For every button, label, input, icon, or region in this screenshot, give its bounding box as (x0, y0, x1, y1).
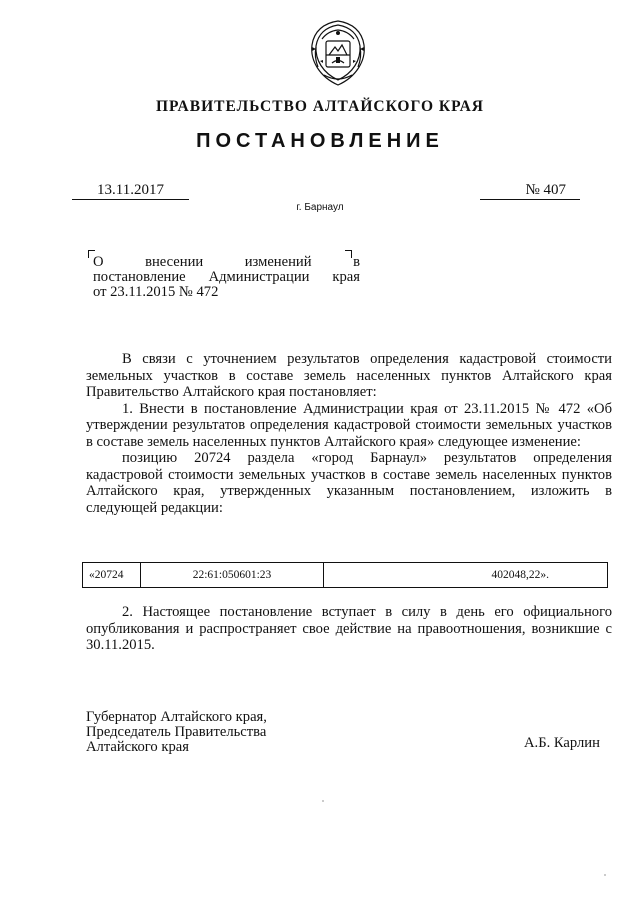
document-date: 13.11.2017 (72, 181, 189, 200)
body-paragraph: В связи с уточнением результатов определения кадастровой стоимости земельных участков в составе земель населенных пунктов Алтайского края Правительство Алтайского края постановляет: (86, 351, 612, 400)
document-body (86, 351, 612, 516)
subject-word: внесении (145, 254, 204, 270)
subject-word: постановление (93, 269, 186, 285)
document-type: ПОСТАНОВЛЕНИЕ (196, 130, 444, 152)
body-paragraph: позицию 20724 раздела «город Барнаул» результатов определения кадастровой стоимости земельных участков в составе земель населенных пунктов Алтайского края, утвержденных указанным постановлением, изложить в следующей редакции: (86, 450, 612, 516)
table-cell-cadastral-number: 22:61:050601:23 (141, 563, 324, 587)
scan-speck (322, 800, 324, 802)
body-paragraph: 1. Внести в постановление Администрации края от 23.11.2015 № 472 «Об утверждении результатов определения кадастровой стоимости земельных участков в составе земель населенных пунктов Алтайского края» следующее изменение: (86, 400, 612, 450)
document-body-continued (86, 604, 612, 654)
subject-word: края (332, 269, 360, 285)
subject-word: изменений (244, 254, 312, 270)
organization-name: ПРАВИТЕЛЬСТВО АЛТАЙСКОГО КРАЯ (156, 98, 484, 115)
signatory-name: А.Б. Карлин (524, 735, 600, 751)
coat-of-arms-emblem (302, 17, 374, 89)
document-number: № 407 (480, 181, 580, 200)
subject-line: от 23.11.2015 № 472 (93, 284, 219, 300)
table-cell-cadastral-value: 402048,22». (491, 569, 549, 581)
subject-word: О (93, 254, 104, 270)
subject-word: в (353, 254, 360, 270)
scan-speck (604, 874, 606, 876)
signatory-title (86, 710, 267, 755)
signatory-title-line: Алтайского края (86, 739, 189, 755)
table-cell-position: «20724 (83, 563, 141, 587)
body-paragraph: 2. Настоящее постановление вступает в силу в день его официального опубликования и распространяет свое действие на правоотношения, возникшие с 30.11.2015. (86, 604, 612, 653)
document-city: г. Барнаул (296, 202, 344, 213)
signatory-title-line: Губернатор Алтайского края, (86, 709, 267, 725)
signatory-title-line: Председатель Правительства (86, 724, 267, 740)
subject-word: Администрации (208, 269, 310, 285)
document-subject (93, 255, 360, 300)
cadastral-table-row (82, 562, 608, 588)
